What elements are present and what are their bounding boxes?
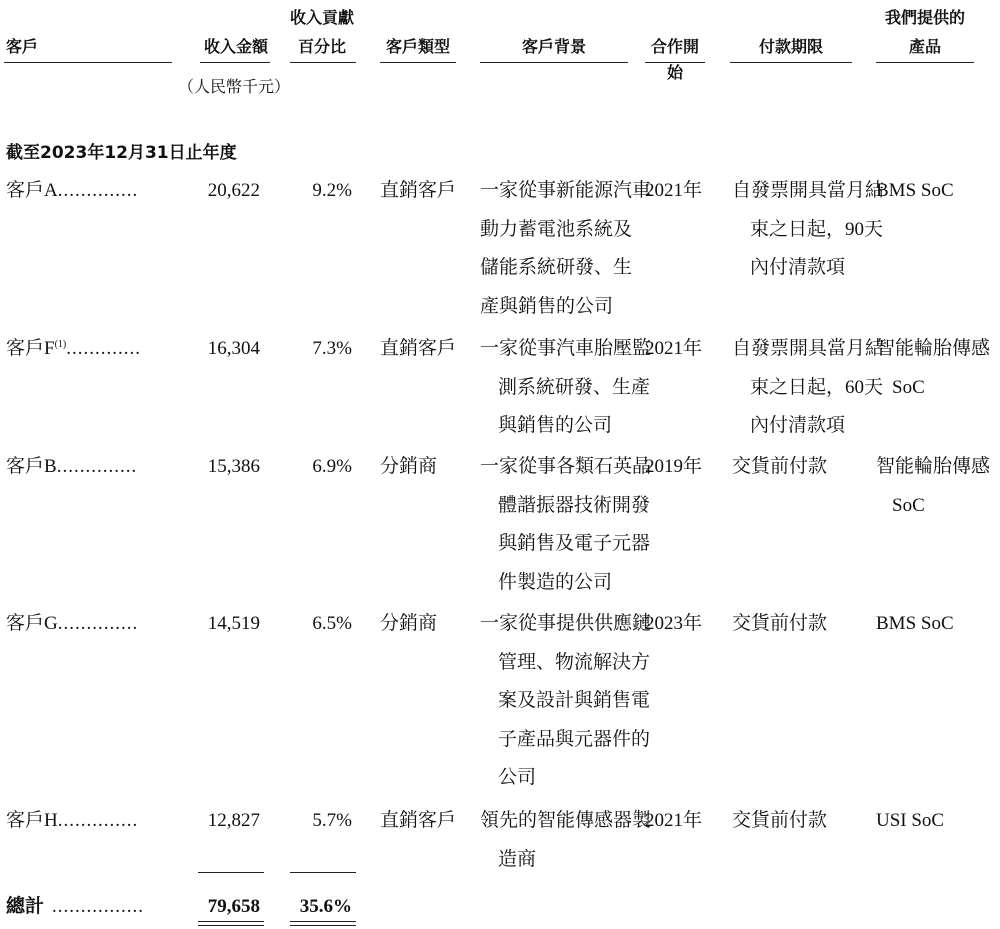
revenue-amount: 14,519 xyxy=(207,613,260,634)
cooperation-start: 2021年 xyxy=(645,810,703,831)
customer-name: 客戶$F^{(1)}$............. xyxy=(6,338,141,359)
customer-name: 客戶H.............. xyxy=(6,810,139,831)
total-label: 總計 ................ xyxy=(6,896,145,917)
revenue-percent: 7.3% xyxy=(312,338,352,359)
customer-type: 直銷客戶 xyxy=(380,810,457,831)
subtotal-rule-amount xyxy=(198,872,264,873)
cooperation-start: 2021年 xyxy=(645,338,703,359)
header-rule-payment-terms xyxy=(730,62,852,63)
customer-background: 領先的智能傳感器製 造商 xyxy=(480,810,652,870)
cooperation-start: 2019年 xyxy=(645,456,703,477)
customer-type: 分銷商 xyxy=(380,613,438,634)
header-customer-type: 客戶類型 xyxy=(385,37,450,56)
customer-background: 一家從事各類石英晶 體諧振器技術開發 與銷售及電子元器 件製造的公司 xyxy=(480,456,652,593)
payment-terms: 交貨前付款 xyxy=(732,613,828,634)
header-products-line1: 我們提供的 xyxy=(884,8,965,27)
header-revenue-amount: 收入金額 xyxy=(203,37,268,56)
revenue-amount: 20,622 xyxy=(207,180,260,201)
header-payment-terms: 付款期限 xyxy=(758,37,823,56)
header-revenue-pct-line2: 百分比 xyxy=(297,37,346,56)
customer-type: 直銷客戶 xyxy=(380,180,457,201)
header-rule-cooperation-start xyxy=(645,62,705,63)
revenue-percent: 9.2% xyxy=(312,180,352,201)
customer-background: 一家從事汽車胎壓監 測系統研發、生產 與銷售的公司 xyxy=(480,338,652,436)
header-rule-customer-type xyxy=(380,62,456,63)
customer-name: 客戶B.............. xyxy=(6,456,138,477)
customer-name: 客戶G.............. xyxy=(6,613,139,634)
header-revenue-unit: （人民幣千元） xyxy=(178,77,291,96)
total-double-rule-percent xyxy=(290,921,356,926)
product: USI SoC xyxy=(876,810,945,831)
cooperation-start: 2023年 xyxy=(645,613,703,634)
payment-terms: 交貨前付款 xyxy=(732,456,828,477)
product: 智能輪胎傳感 SoC xyxy=(876,456,991,516)
header-cooperation-start: 合作開始 xyxy=(650,37,699,82)
customer-background: 一家從事提供供應鏈 管理、物流解決方 案及設計與銷售電 子產品與元器件的 公司 xyxy=(480,613,652,788)
revenue-amount: 15,386 xyxy=(207,456,260,477)
header-rule-revenue-amount xyxy=(200,62,270,63)
header-customer-background: 客戶背景 xyxy=(521,37,586,56)
revenue-percent: 5.7% xyxy=(312,810,352,831)
section-title: 截至2023年12月31日止年度 xyxy=(6,143,237,163)
revenue-amount: 16,304 xyxy=(207,338,260,359)
payment-terms: 自發票開具當月結 束之日起，60天 內付清款項 xyxy=(732,338,885,436)
customer-type: 直銷客戶 xyxy=(380,338,457,359)
header-products-line2: 產品 xyxy=(908,37,941,56)
product: BMS SoC xyxy=(876,180,954,201)
header-rule-revenue-pct xyxy=(290,62,356,63)
header-customer: 客戶 xyxy=(6,37,39,56)
header-rule-customer-background xyxy=(480,62,628,63)
product: 智能輪胎傳感 SoC xyxy=(876,338,991,398)
revenue-percent: 6.5% xyxy=(312,613,352,634)
total-double-rule-amount xyxy=(198,921,264,926)
header-rule-customer xyxy=(4,62,172,63)
customer-name: 客戶A.............. xyxy=(6,180,139,201)
total-percent: 35.6% xyxy=(299,896,352,917)
product: BMS SoC xyxy=(876,613,954,634)
customer-type: 分銷商 xyxy=(380,456,438,477)
total-amount: 79,658 xyxy=(207,896,260,917)
customer-background: 一家從事新能源汽車 動力蓄電池系統及 儲能系統研發、生 產與銷售的公司 xyxy=(480,180,652,317)
revenue-amount: 12,827 xyxy=(207,810,260,831)
payment-terms: 自發票開具當月結 束之日起，90天 內付清款項 xyxy=(732,180,885,278)
header-rule-products xyxy=(876,62,974,63)
subtotal-rule-percent xyxy=(290,872,356,873)
cooperation-start: 2021年 xyxy=(645,180,703,201)
payment-terms: 交貨前付款 xyxy=(732,810,828,831)
header-revenue-pct-line1: 收入貢獻 xyxy=(289,8,354,27)
revenue-percent: 6.9% xyxy=(312,456,352,477)
